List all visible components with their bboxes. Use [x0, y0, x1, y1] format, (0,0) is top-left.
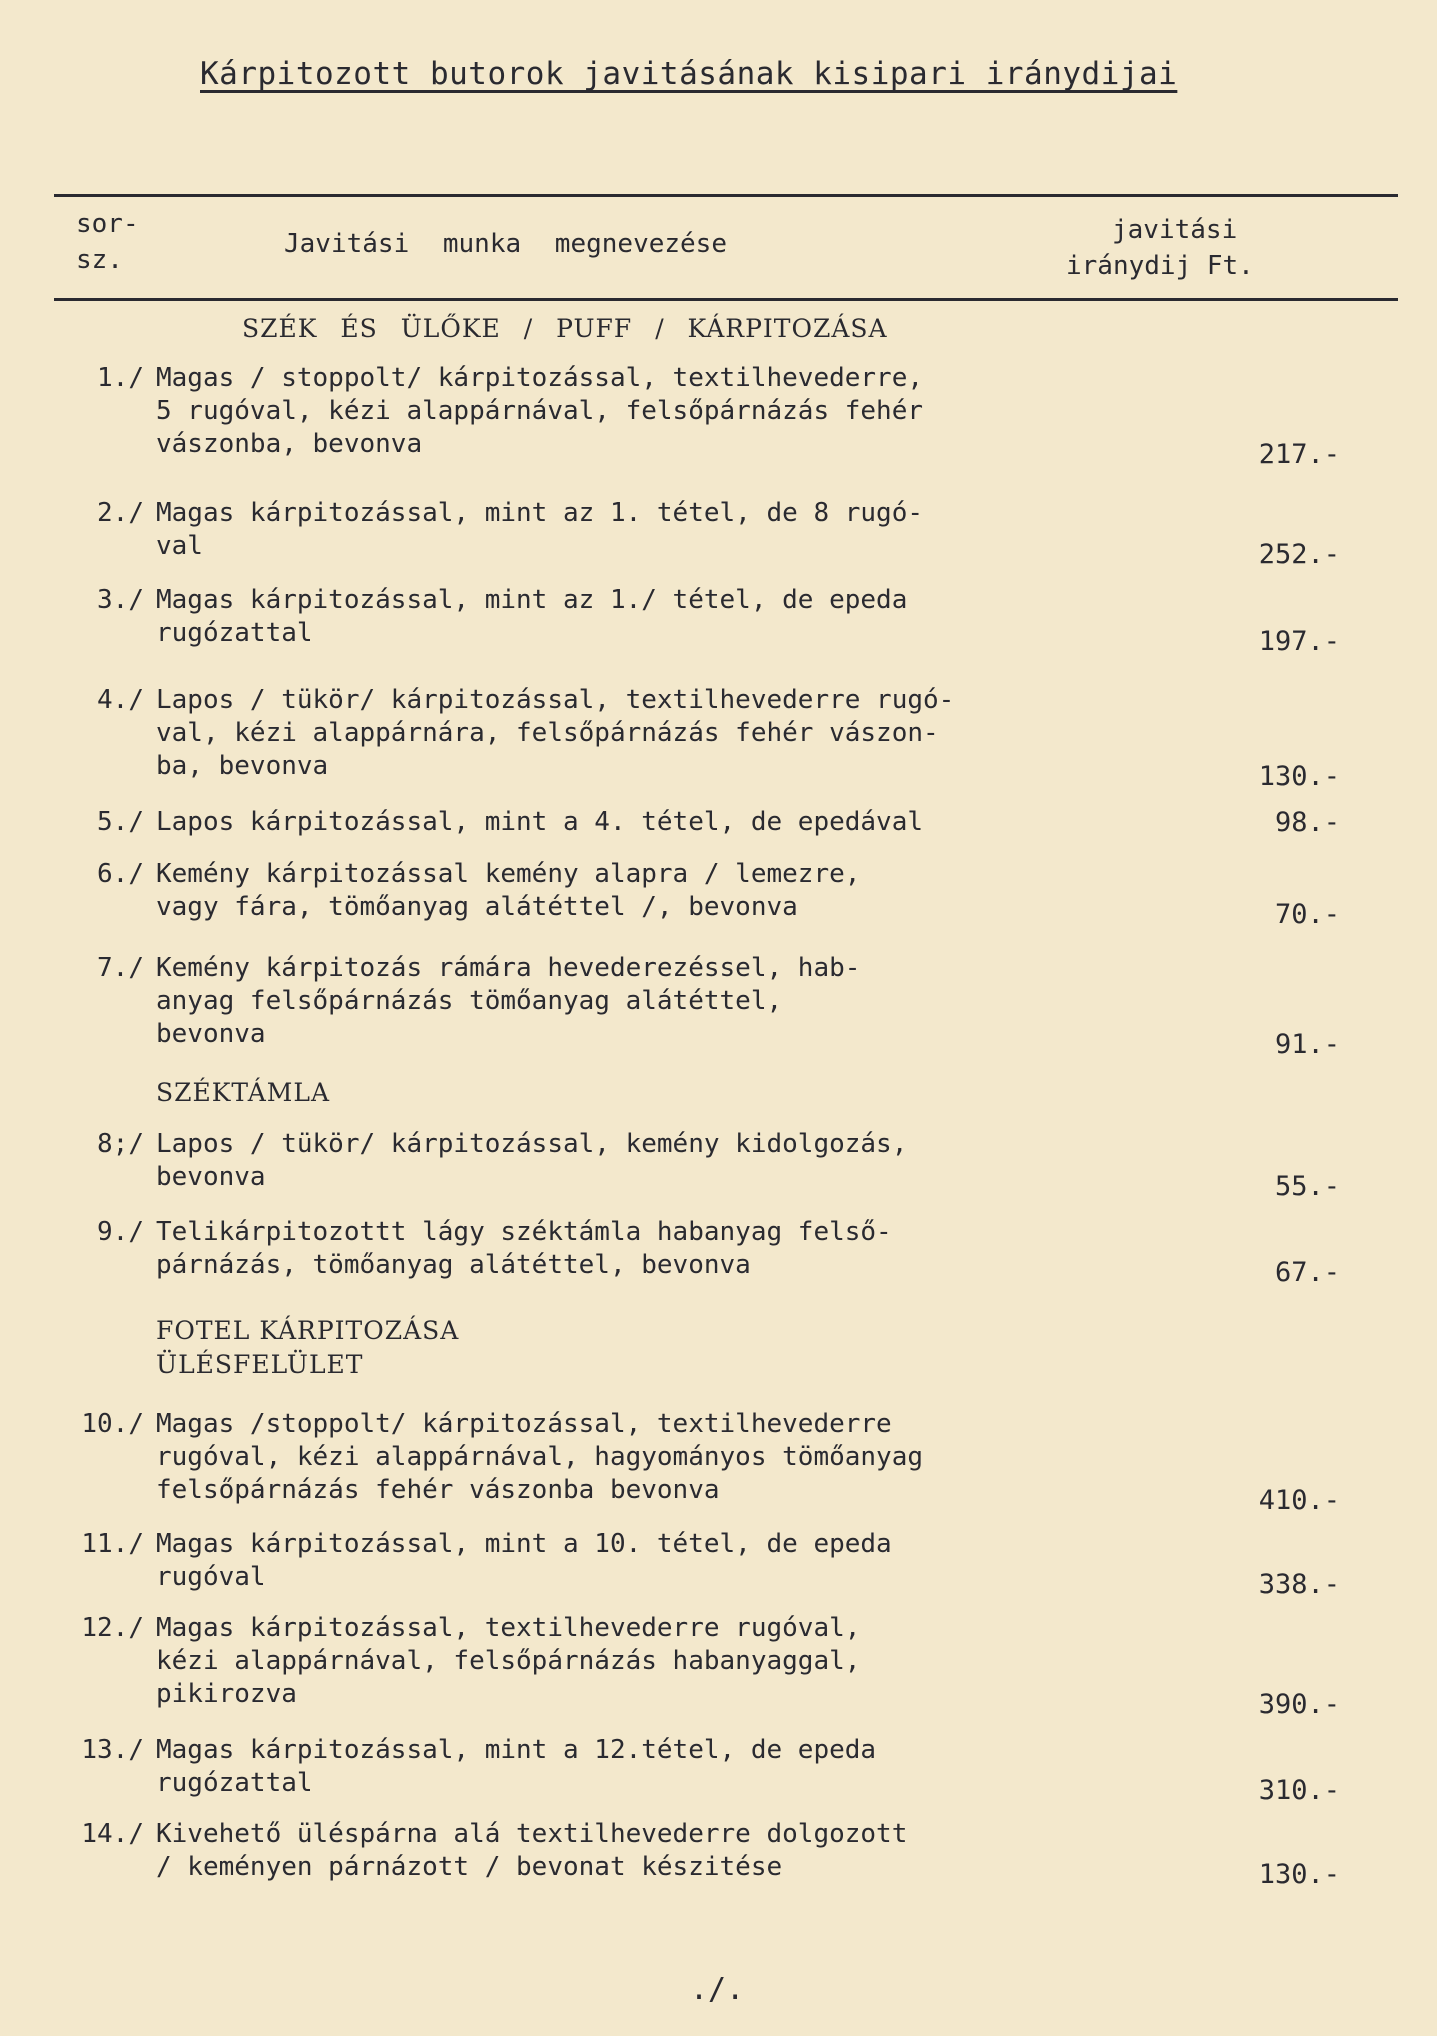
item-number: 12./	[81, 1613, 144, 1643]
item-number: 3./	[97, 585, 144, 615]
item-description-line: ba, bevonva	[156, 751, 329, 781]
section-heading-chairs: SZÉK ÉS ÜLŐKE / PUFF / KÁRPITOZÁSA	[242, 314, 888, 343]
item-price: 252.-	[1258, 539, 1340, 570]
item-price: 98.-	[1274, 807, 1340, 838]
item-number: 1./	[97, 363, 144, 393]
item-price: 55.-	[1274, 1171, 1340, 1202]
item-number: 11./	[81, 1529, 144, 1559]
item-description-line: rugóval, kézi alappárnával, hagyományos tömőanyag	[156, 1442, 924, 1472]
item-description-line: Kivehető üléspárna alá textilhevederre dolgozott	[156, 1819, 908, 1849]
header-bottom-rule	[54, 298, 1398, 301]
item-description-line: Lapos / tükör/ kárpitozással, kemény kidolgozás,	[156, 1129, 908, 1159]
item-description-line: Magas / stoppolt/ kárpitozással, textilhevederre,	[156, 363, 924, 393]
item-description-line: rugóval	[156, 1562, 266, 1592]
item-price: 217.-	[1258, 439, 1340, 470]
page-continuation-mark: ./.	[690, 1972, 745, 2007]
item-number: 9./	[97, 1217, 144, 1247]
item-description-line: val	[156, 531, 203, 561]
section-heading-chair-back: SZÉKTÁMLA	[156, 1078, 331, 1107]
item-price: 130.-	[1258, 761, 1340, 792]
item-description-line: Kemény kárpitozással kemény alapra / lemezre,	[156, 859, 861, 889]
item-description-line: felsőpárnázás fehér vászonba bevonva	[156, 1475, 720, 1505]
item-description-line: val, kézi alappárnára, felsőpárnázás fehér vászon-	[156, 718, 939, 748]
item-price: 67.-	[1274, 1257, 1340, 1288]
item-description-line: bevonva	[156, 1019, 266, 1049]
item-description-line: kézi alappárnával, felsőpárnázás habanyaggal,	[156, 1646, 861, 1676]
item-description-line: Lapos kárpitozással, mint a 4. tétel, de epedával	[156, 807, 924, 837]
item-description-line: rugózattal	[156, 1768, 313, 1798]
header-col-no-line1: sor-	[76, 209, 139, 239]
item-price: 310.-	[1258, 1775, 1340, 1806]
item-description-line: 5 rugóval, kézi alappárnával, felsőpárnázás fehér	[156, 396, 924, 426]
header-col-price-line2: iránydij Ft.	[1066, 251, 1254, 281]
item-price: 91.-	[1274, 1029, 1340, 1060]
header-col-price-line1: javitási	[1112, 215, 1238, 245]
item-description-line: rugózattal	[156, 618, 313, 648]
header-col-no-line2: sz.	[76, 245, 123, 275]
section-heading-seat-surface: ÜLÉSFELÜLET	[156, 1350, 364, 1379]
item-description-line: Magas /stoppolt/ kárpitozással, textilhevederre	[156, 1409, 892, 1439]
item-price: 70.-	[1274, 899, 1340, 930]
item-price: 338.-	[1258, 1569, 1340, 1600]
item-price: 390.-	[1258, 1689, 1340, 1720]
item-price: 197.-	[1258, 626, 1340, 657]
item-price: 130.-	[1258, 1859, 1340, 1890]
item-description-line: Lapos / tükör/ kárpitozással, textilhevederre rugó-	[156, 685, 955, 715]
document-title: Kárpitozott butorok javitásának kisipari iránydijai	[200, 56, 1178, 92]
item-description-line: anyag felsőpárnázás tömőanyag alátéttel,	[156, 986, 783, 1016]
header-top-rule	[54, 194, 1398, 197]
item-description-line: bevonva	[156, 1162, 266, 1192]
item-number: 2./	[97, 498, 144, 528]
item-description-line: Magas kárpitozással, mint az 1./ tétel, de epeda	[156, 585, 908, 615]
section-heading-armchair: FOTEL KÁRPITOZÁSA	[156, 1316, 460, 1345]
item-description-line: Telikárpitozottt lágy széktámla habanyag felső-	[156, 1217, 892, 1247]
item-number: 13./	[81, 1735, 144, 1765]
header-col-description: Javitási munka megnevezése	[284, 229, 727, 259]
item-description-line: vagy fára, tömőanyag alátéttel /, bevonva	[156, 892, 798, 922]
item-number: 6./	[97, 859, 144, 889]
item-description-line: Magas kárpitozással, mint a 10. tétel, de epeda	[156, 1529, 892, 1559]
item-description-line: pikirozva	[156, 1679, 297, 1709]
item-description-line: Kemény kárpitozás rámára hevederezéssel, hab-	[156, 953, 861, 983]
item-number: 10./	[81, 1409, 144, 1439]
item-description-line: párnázás, tömőanyag alátéttel, bevonva	[156, 1250, 751, 1280]
item-number: 4./	[97, 685, 144, 715]
item-description-line: Magas kárpitozással, mint az 1. tétel, de 8 rugó-	[156, 498, 924, 528]
item-description-line: / keményen párnázott / bevonat készitése	[156, 1852, 783, 1882]
item-description-line: Magas kárpitozással, mint a 12.tétel, de epeda	[156, 1735, 877, 1765]
item-description-line: Magas kárpitozással, textilhevederre rugóval,	[156, 1613, 861, 1643]
item-number: 7./	[97, 953, 144, 983]
item-description-line: vászonba, bevonva	[156, 429, 423, 459]
item-number: 8;/	[97, 1129, 144, 1159]
item-number: 5./	[97, 807, 144, 837]
item-price: 410.-	[1258, 1485, 1340, 1516]
item-number: 14./	[81, 1819, 144, 1849]
